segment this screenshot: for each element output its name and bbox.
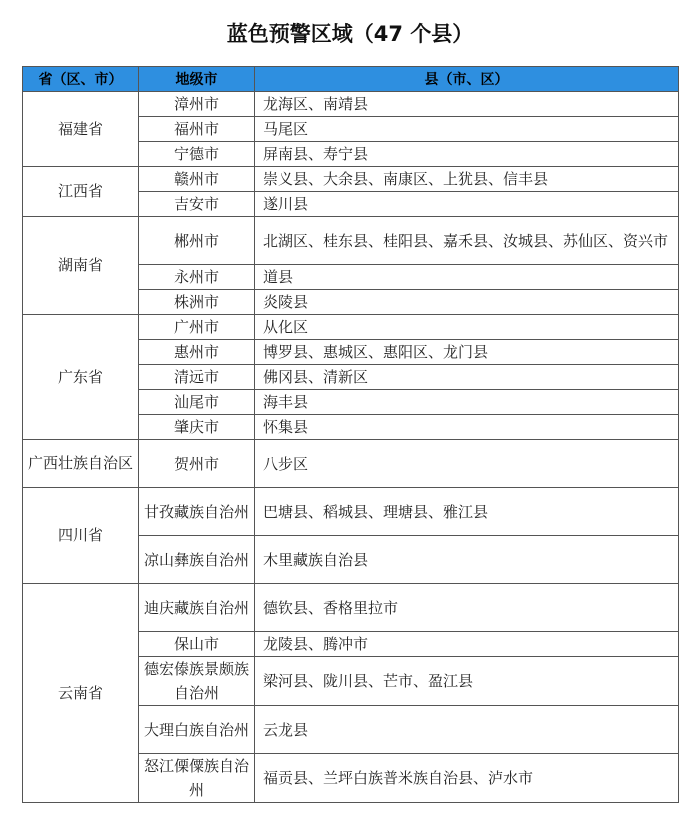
county-cell: 龙陵县、腾冲市 [255,632,679,657]
county-cell: 德钦县、香格里拉市 [255,584,679,632]
warning-table [22,66,679,803]
table-row [23,584,679,632]
county-cell: 云龙县 [255,706,679,754]
table-row [23,315,679,340]
province-cell: 云南省 [23,584,139,803]
city-cell: 凉山彝族自治州 [139,536,255,584]
city-cell: 甘孜藏族自治州 [139,488,255,536]
header-province: 省（区、市） [23,67,139,92]
city-cell: 漳州市 [139,92,255,117]
city-cell: 怒江傈僳族自治州 [139,754,255,803]
city-cell: 肇庆市 [139,415,255,440]
county-cell: 崇义县、大余县、南康区、上犹县、信丰县 [255,167,679,192]
city-cell: 惠州市 [139,340,255,365]
table-body [23,92,679,803]
table-row [23,440,679,488]
city-cell: 德宏傣族景颇族自治州 [139,657,255,706]
province-cell: 福建省 [23,92,139,167]
province-cell: 广西壮族自治区 [23,440,139,488]
table-row [23,167,679,192]
county-cell: 八步区 [255,440,679,488]
county-cell: 木里藏族自治县 [255,536,679,584]
header-city: 地级市 [139,67,255,92]
page-title: 蓝色预警区域（47 个县） [226,22,474,46]
city-cell: 吉安市 [139,192,255,217]
county-cell: 屏南县、寿宁县 [255,142,679,167]
city-cell: 迪庆藏族自治州 [139,584,255,632]
county-cell: 龙海区、南靖县 [255,92,679,117]
county-cell: 马尾区 [255,117,679,142]
province-cell: 江西省 [23,167,139,217]
county-cell: 怀集县 [255,415,679,440]
county-cell: 炎陵县 [255,290,679,315]
province-cell: 四川省 [23,488,139,584]
county-cell: 博罗县、惠城区、惠阳区、龙门县 [255,340,679,365]
city-cell: 永州市 [139,265,255,290]
county-cell: 遂川县 [255,192,679,217]
province-cell: 湖南省 [23,217,139,315]
province-cell: 广东省 [23,315,139,440]
table-row [23,488,679,536]
county-cell: 道县 [255,265,679,290]
city-cell: 宁德市 [139,142,255,167]
city-cell: 大理白族自治州 [139,706,255,754]
table-row [23,92,679,117]
county-cell: 北湖区、桂东县、桂阳县、嘉禾县、汝城县、苏仙区、资兴市 [255,217,679,265]
county-cell: 海丰县 [255,390,679,415]
city-cell: 贺州市 [139,440,255,488]
county-cell: 佛冈县、清新区 [255,365,679,390]
table-header [23,67,679,92]
city-cell: 赣州市 [139,167,255,192]
city-cell: 株洲市 [139,290,255,315]
county-cell: 梁河县、陇川县、芒市、盈江县 [255,657,679,706]
city-cell: 郴州市 [139,217,255,265]
header-row [23,67,679,92]
county-cell: 从化区 [255,315,679,340]
city-cell: 保山市 [139,632,255,657]
city-cell: 清远市 [139,365,255,390]
city-cell: 福州市 [139,117,255,142]
header-county: 县（市、区） [255,67,679,92]
county-cell: 福贡县、兰坪白族普米族自治县、泸水市 [255,754,679,803]
city-cell: 广州市 [139,315,255,340]
county-cell: 巴塘县、稻城县、理塘县、雅江县 [255,488,679,536]
city-cell: 汕尾市 [139,390,255,415]
table-row [23,217,679,265]
